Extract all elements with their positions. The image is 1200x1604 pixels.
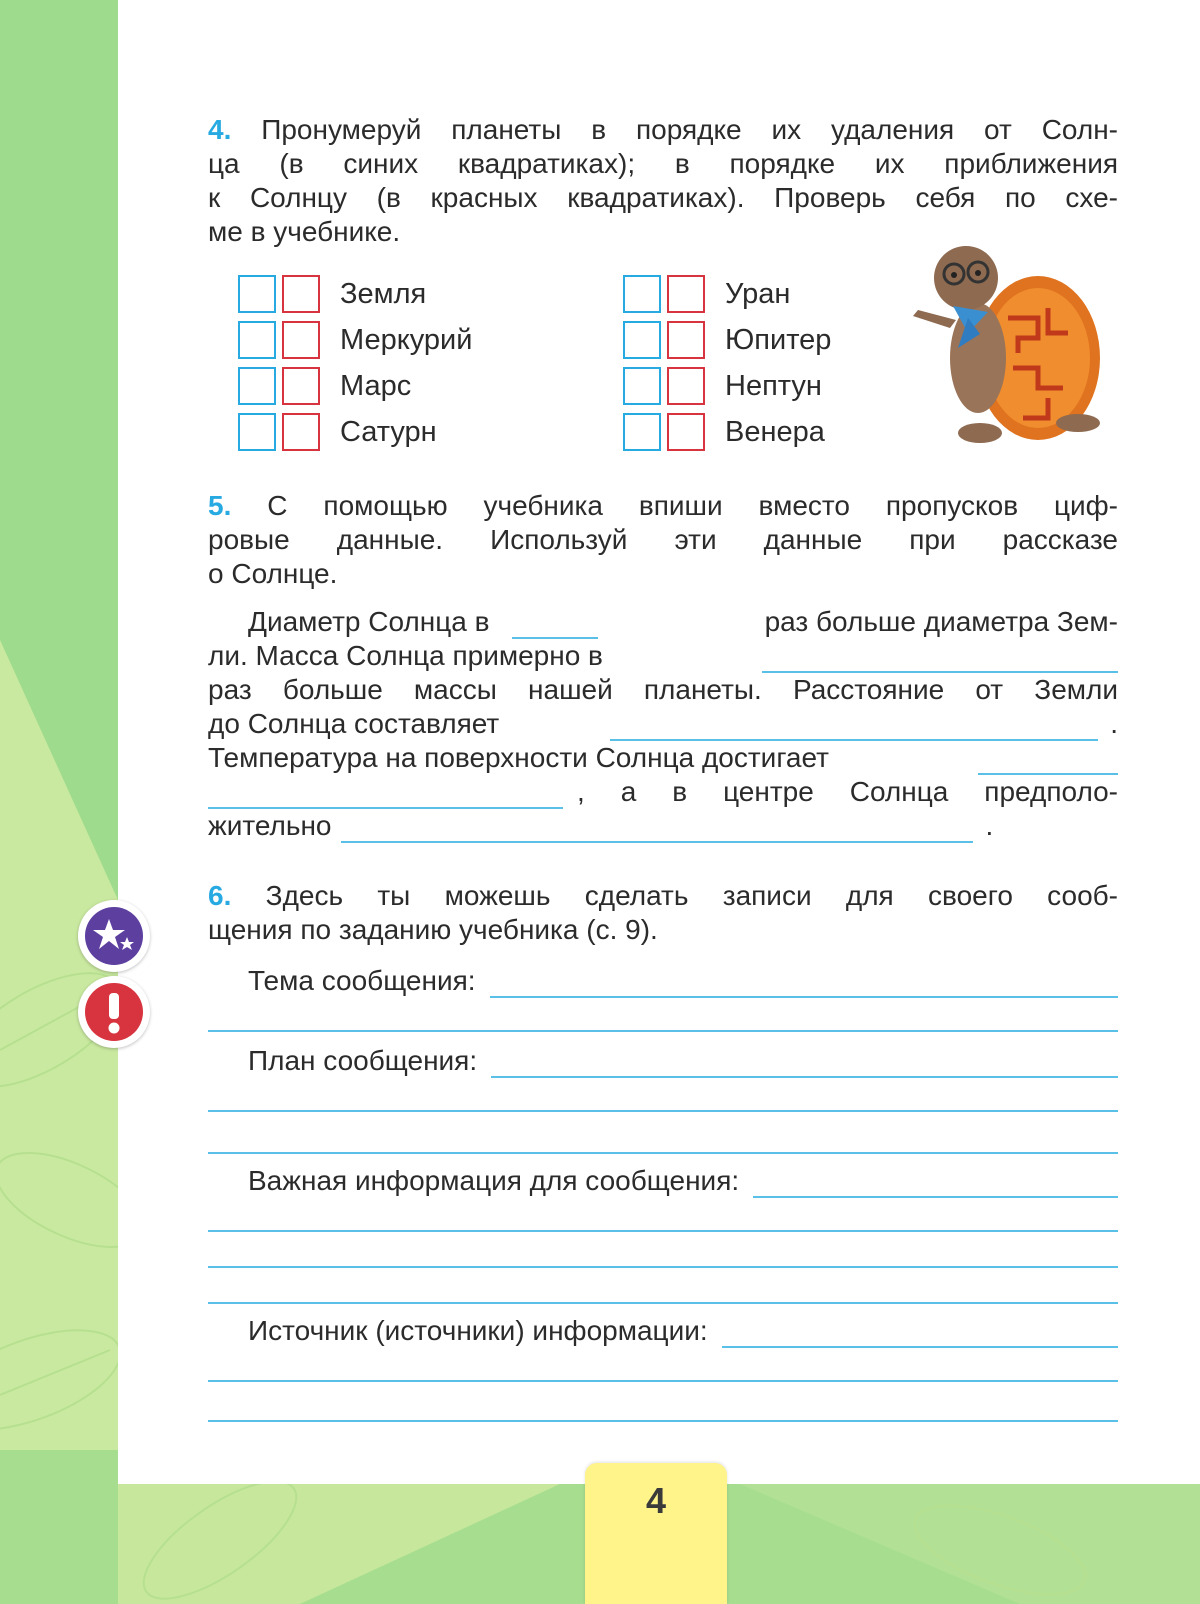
important-line-3[interactable]	[208, 1234, 1118, 1268]
source-line[interactable]	[722, 1320, 1118, 1348]
planet-name: Сатурн	[340, 416, 437, 448]
planet-row	[238, 272, 426, 316]
task-5-line-2: ровые данные. Используй эти данные при рассказе	[208, 524, 1118, 555]
planet-row	[238, 410, 437, 454]
task-5-line-3: о Солнце.	[208, 558, 338, 589]
blue-number-box[interactable]	[238, 367, 276, 405]
planet-row	[623, 272, 790, 316]
important-task-badge	[78, 976, 150, 1048]
important-line-2[interactable]	[208, 1198, 1118, 1232]
task-6-line-1: 6. Здесь ты можешь сделать записи для своего сооб-	[208, 880, 1119, 911]
blue-number-box[interactable]	[623, 321, 661, 359]
red-number-box[interactable]	[282, 413, 320, 451]
task-6	[208, 879, 1118, 947]
blue-number-box[interactable]	[623, 413, 661, 451]
planet-name: Венера	[725, 416, 825, 448]
creative-task-badge	[78, 900, 150, 972]
topic-line[interactable]	[490, 970, 1118, 998]
important-line-4[interactable]	[208, 1270, 1118, 1304]
task-5-line-1: 5. С помощью учебника впиши вместо пропусков циф-	[208, 490, 1119, 521]
important-label: Важная информация для сообщения:	[248, 1165, 740, 1196]
planet-name: Уран	[725, 278, 791, 310]
diameter-blank[interactable]	[512, 611, 598, 639]
task-4-line-4: ме в учебнике.	[208, 216, 401, 247]
topic-row	[208, 964, 1118, 998]
important-row	[208, 1164, 1118, 1198]
blue-number-box[interactable]	[623, 275, 661, 313]
distance-blank[interactable]	[610, 713, 1098, 741]
topic-line-2[interactable]	[208, 998, 1118, 1032]
red-number-box[interactable]	[282, 367, 320, 405]
planet-name: Марс	[340, 370, 412, 402]
core-temperature-blank[interactable]	[341, 815, 973, 843]
planet-row	[623, 318, 831, 362]
fact-line-6: , а в центре Солнца предполо-	[208, 775, 1118, 809]
red-number-box[interactable]	[667, 413, 705, 451]
fact-line-4: до Солнца составляет .	[208, 708, 1118, 739]
planet-row	[238, 318, 472, 362]
sun-facts-paragraph	[208, 605, 1118, 843]
source-row	[208, 1314, 1118, 1348]
task-4-line-1: 4. Пронумеруй планеты в порядке их удаления от Солн-	[208, 114, 1118, 145]
plan-row	[208, 1044, 1118, 1078]
task-4-number: 4.	[208, 114, 232, 145]
task-6-number: 6.	[208, 880, 232, 911]
task-4	[208, 113, 1118, 249]
red-number-box[interactable]	[667, 367, 705, 405]
workbook-page	[118, 0, 1200, 1484]
exclamation-icon	[85, 983, 143, 1041]
planet-name: Юпитер	[725, 324, 832, 356]
surface-temperature-blank[interactable]	[978, 747, 1118, 775]
red-number-box[interactable]	[667, 321, 705, 359]
task-4-line-2: ца (в синих квадратиках); в порядке их приближения	[208, 148, 1118, 179]
red-number-box[interactable]	[282, 275, 320, 313]
planet-row	[238, 364, 411, 408]
task-6-line-2: щения по заданию учебника (с. 9).	[208, 914, 658, 945]
report-notes	[208, 964, 1118, 1422]
task-4-line-3: к Солнцу (в красных квадратиках). Проверь себя по схе-	[208, 182, 1118, 213]
mass-blank[interactable]	[762, 645, 1118, 673]
source-line-3[interactable]	[208, 1388, 1118, 1422]
fact-line-3: раз больше массы нашей планеты. Расстояние от Земли	[208, 674, 1118, 705]
task-5-number: 5.	[208, 490, 232, 521]
red-number-box[interactable]	[667, 275, 705, 313]
fact-line-7: жительно .	[208, 810, 994, 841]
source-line-2[interactable]	[208, 1348, 1118, 1382]
planet-name: Земля	[340, 278, 427, 310]
fact-line-5: Температура на поверхности Солнца достигает	[208, 741, 1118, 775]
blue-number-box[interactable]	[623, 367, 661, 405]
blue-number-box[interactable]	[238, 321, 276, 359]
surface-temperature-blank-cont[interactable]	[208, 781, 563, 809]
stars-icon	[85, 907, 143, 965]
topic-label: Тема сообщения:	[248, 965, 476, 996]
important-line[interactable]	[753, 1170, 1118, 1198]
source-label: Источник (источники) информации:	[248, 1315, 708, 1346]
page-number: 4	[585, 1463, 727, 1604]
plan-line-3[interactable]	[208, 1120, 1118, 1154]
plan-line[interactable]	[491, 1050, 1118, 1078]
planet-row	[623, 364, 822, 408]
red-number-box[interactable]	[282, 321, 320, 359]
blue-number-box[interactable]	[238, 275, 276, 313]
fact-line-1: Диаметр Солнца в раз больше диаметра Зем-	[248, 606, 1118, 637]
planet-row	[623, 410, 825, 454]
planet-name: Нептун	[725, 370, 822, 402]
plan-label: План сообщения:	[248, 1045, 478, 1076]
turtle-illustration	[908, 238, 1108, 458]
planet-name: Меркурий	[340, 324, 473, 356]
fact-line-2: ли. Масса Солнца примерно в	[208, 639, 1118, 673]
blue-number-box[interactable]	[238, 413, 276, 451]
task-5	[208, 489, 1118, 591]
plan-line-2[interactable]	[208, 1078, 1118, 1112]
